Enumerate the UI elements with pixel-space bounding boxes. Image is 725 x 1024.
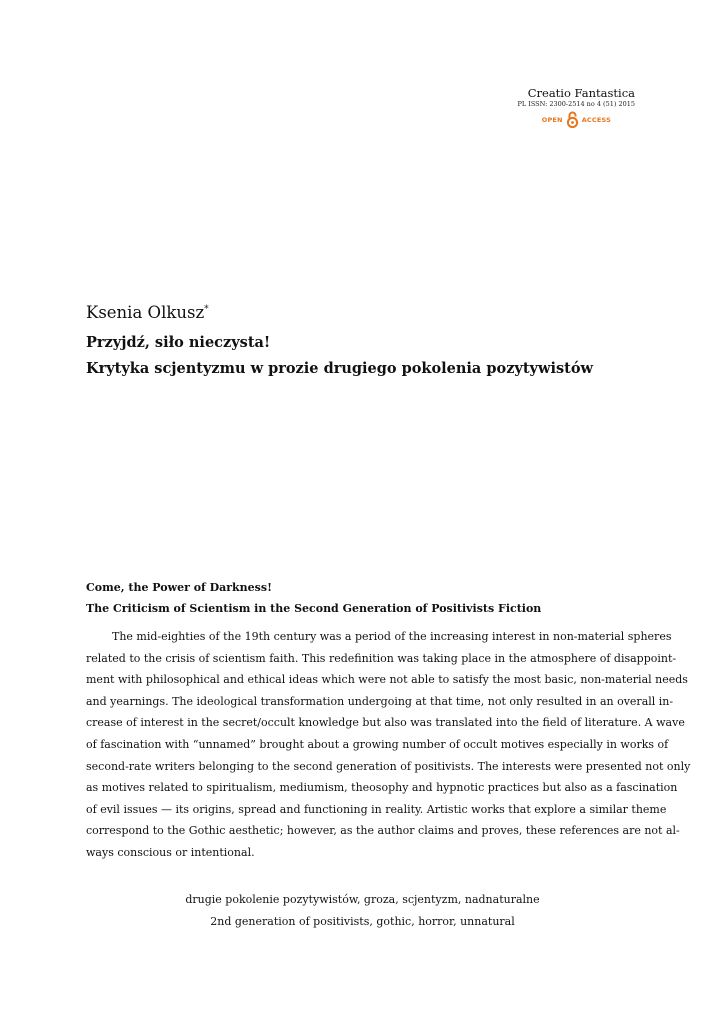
abstract (86, 626, 691, 864)
abstract-line: ways conscious or intentional. (86, 845, 255, 859)
keywords-polish: drugie pokolenie pozytywistów, groza, scjentyzm, nadnaturalne (185, 893, 540, 906)
abstract-line: ment with philosophical and ethical ideas which were not able to satisfy the most basic, non-material needs (86, 673, 688, 687)
abstract-line: of fascination with “unnamed” brought about a growing number of occult motives especially in works of (86, 737, 669, 751)
author-footnote-mark: * (204, 304, 209, 315)
open-access-open-label: OPEN (541, 115, 563, 124)
title-polish-line1: Przyjdź, siło nieczysta! (86, 334, 271, 351)
title-english-line2: The Criticism of Scientism in the Second Generation of Positivists Fiction (86, 602, 542, 615)
title-english-line1: Come, the Power of Darkness! (86, 581, 272, 594)
abstract-line: and yearnings. The ideological transformation undergoing at that time, not only resulted in an overall in- (86, 694, 674, 708)
abstract-line: The mid-eighties of the 19th century was a period of the increasing interest in non-material spheres (112, 630, 672, 643)
title-polish-line2: Krytyka scjentyzmu w prozie drugiego pokolenia pozytywistów (86, 360, 593, 377)
abstract-line: correspond to the Gothic aesthetic; however, as the author claims and proves, these references are not al- (86, 824, 680, 838)
abstract-line: of evil issues — its origins, spread and functioning in reality. Artistic works that explore a similar theme (86, 802, 667, 816)
open-access-lock-icon (566, 111, 579, 128)
abstract-line: related to the crisis of scientism faith. This redefinition was taking place in the atmosphere of disappoint- (86, 651, 677, 665)
author-name-text: Ksenia Olkusz (86, 303, 205, 322)
abstract-line: crease of interest in the secret/occult knowledge but also was translated into the field of literature. A wave (86, 716, 685, 730)
journal-masthead (518, 86, 636, 128)
abstract-line: second-rate writers belonging to the second generation of positivists. The interests were presented not only (86, 759, 691, 773)
keywords-english: 2nd generation of positivists, gothic, horror, unnatural (210, 915, 515, 928)
open-access-access-label: ACCESS (581, 115, 611, 124)
abstract-line: as motives related to spiritualism, mediumism, theosophy and hypnotic practices but also as a fascination (86, 781, 678, 795)
open-access-badge (518, 111, 636, 128)
author-name (86, 303, 209, 322)
journal-issn: PL ISSN: 2300-2514 no 4 (51) 2015 (517, 100, 635, 108)
journal-name: Creatio Fantastica (527, 86, 635, 100)
